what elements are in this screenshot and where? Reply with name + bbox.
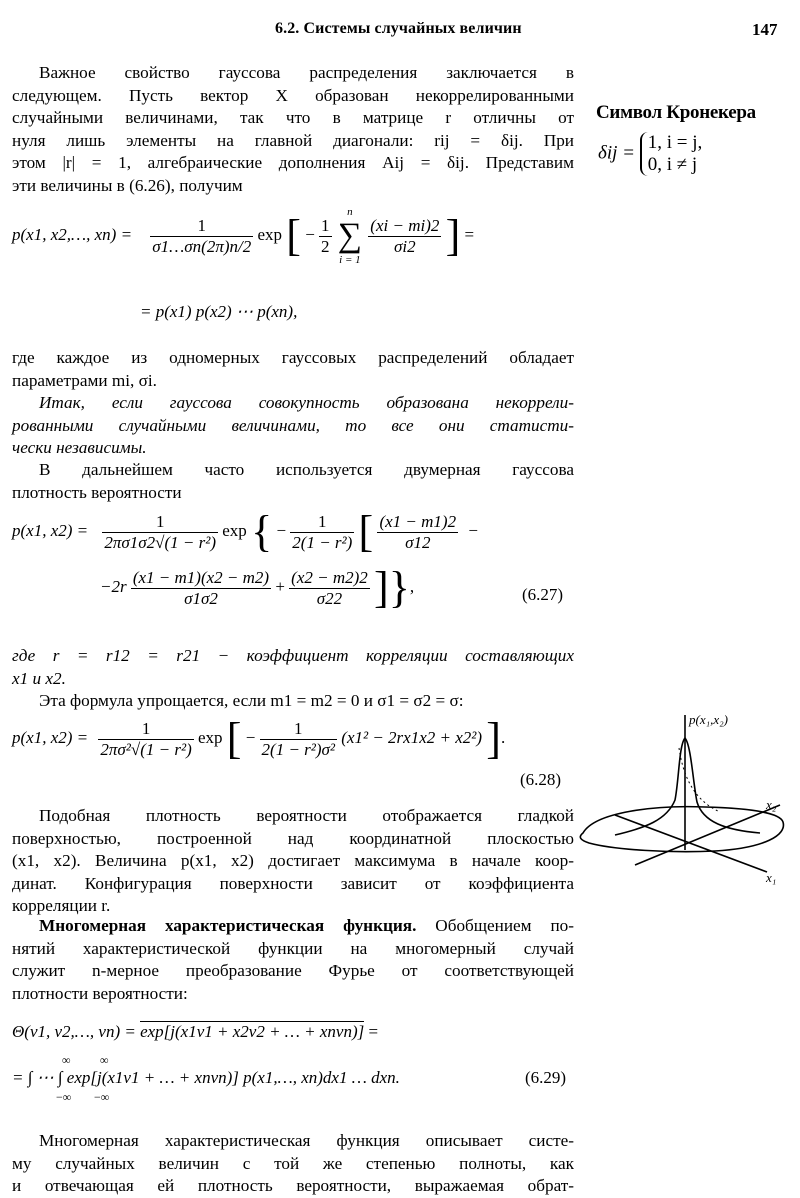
text-line: плотность вероятности bbox=[12, 482, 182, 502]
equation-6-27-line1: p(x1, x2) = $\frac{1}{\text{2πσ1σ2√(1 − r²)}}$ exp { − $\frac{1}{\text{2(1 − r²)}}$ [ $\frac{(x1 - m1)2}{\sigma 12}$ − bbox=[12, 507, 478, 556]
section-run-in-heading: Многомерная характеристическая функция. bbox=[39, 916, 417, 935]
running-header: 6.2. Системы случайных величин bbox=[275, 20, 522, 37]
text-line: x1 и x2. bbox=[12, 668, 66, 688]
text-line: Важное свойство гауссова распределения заключается в bbox=[39, 63, 574, 82]
text-line: (x1, x2). Величина p(x1, x2) достигает максимума в начале коор- bbox=[12, 851, 574, 870]
text-line: Эта формула упрощается, если m1 = m2 = 0 и σ1 = σ2 = σ: bbox=[39, 691, 464, 710]
integral-upper-limit-1: ∞ bbox=[62, 1053, 71, 1067]
text-line: нуля лишь элементы на главной диагонали: rij = δij. При bbox=[12, 130, 574, 150]
eq-coef: $\frac{1}{\text{2(1 − r²)σ²}}$ bbox=[261, 718, 336, 759]
eq-half: $\frac{1}{2}$ bbox=[321, 215, 330, 256]
integral-lower-limit-1: −∞ bbox=[56, 1090, 72, 1104]
eq-term-1: $\frac{(x1 - m1)2}{\sigma 12}$ bbox=[379, 511, 457, 552]
paragraph-7 bbox=[12, 805, 574, 918]
text-line: рованными случайными величинами, то все они статисти- bbox=[12, 415, 574, 435]
eq-fraction: $\frac{1}{\text{2πσ²√(1 − r²)}}$ bbox=[100, 718, 192, 759]
text-line: Многомерная характеристическая функция описывает систе- bbox=[39, 1131, 574, 1150]
text-line: му случайных величин с той же степенью полноты, как bbox=[12, 1153, 574, 1173]
eq-exp: exp bbox=[257, 224, 283, 244]
text-line: Подобная плотность вероятности отображается гладкой bbox=[39, 806, 574, 825]
eq-fraction: $\frac{1}{\sigma 1\dots\sigma n(2\pi)n/2}$ bbox=[152, 215, 252, 256]
kronecker-case-2: 0, i ≠ j bbox=[647, 154, 698, 175]
text-line: плотности вероятности: bbox=[12, 983, 188, 1003]
text-line: случайными величинами, так что в матрице r отличны от bbox=[12, 108, 574, 127]
kronecker-lhs: δij = bbox=[598, 142, 635, 164]
text-line: где r = r12 = r21 − коэффициент корреляции составляющих bbox=[12, 646, 574, 665]
integral-lower-limit-2: −∞ bbox=[94, 1090, 110, 1104]
equation-label-6-28: (6.28) bbox=[520, 770, 562, 789]
text-line: В дальнейшем часто используется двумерная гауссова bbox=[39, 460, 574, 479]
equation-product-line2: = p(x1) p(x2) ⋯ p(xn), bbox=[140, 302, 298, 321]
text-line: нятий характеристической функции на многомерный случай bbox=[12, 938, 574, 958]
kronecker-formula bbox=[598, 132, 702, 176]
text-line: Итак, если гауссова совокупность образована некоррели- bbox=[39, 393, 574, 412]
paragraph-8 bbox=[12, 915, 574, 1005]
paragraph-5 bbox=[12, 645, 574, 690]
paragraph-4 bbox=[12, 459, 574, 504]
paragraph-3 bbox=[12, 392, 574, 460]
gaussian-surface-figure bbox=[575, 700, 790, 890]
equation-product-density: p(x1, x2,…, xn) = $\frac{1}{\sigma 1\dots\sigma n(2\pi)n/2}$ exp [ − $\frac{1}{2}$ n ∑ i = 1 $\frac{(xi - mi)2}{\sigma i2}$ ] = bbox=[12, 206, 475, 266]
text-line: параметрами mi, σi. bbox=[12, 370, 157, 390]
text-line: Многомерная характеристическая функция. Обобщением по- bbox=[39, 916, 574, 935]
page-number: 147 bbox=[752, 20, 778, 39]
equation-6-28: p(x1, x2) = $\frac{1}{\text{2πσ²√(1 − r²)}}$ exp [ − $\frac{1}{\text{2(1 − r²)σ²}}$ (x1² − 2rx1x2 + x2²) ]. bbox=[12, 714, 506, 763]
equation-6-27-line2: −2r $\frac{(x1 - m1)(x2 - m2)}{\sigma 1\sigma 2}$ + $\frac{(x2 - m2)2}{\sigma 22}$ ]}, bbox=[100, 563, 415, 612]
eq-fraction: $\frac{1}{\text{2πσ1σ2√(1 − r²)}}$ bbox=[104, 511, 217, 552]
expectation-overline: exp[j(x1v1 + x2v2 + … + xnvn)] bbox=[140, 1022, 365, 1041]
kronecker-case-1: 1, i = j, bbox=[647, 132, 703, 153]
text-line: следующем. Пусть вектор X образован некоррелированными bbox=[12, 85, 574, 105]
text-line: корреляции r. bbox=[12, 896, 111, 915]
axis-x2 bbox=[635, 805, 780, 865]
text-line: и отвечающая ей плотность вероятности, выражаемая обрат- bbox=[12, 1176, 574, 1195]
axis-x2-label: x₂ bbox=[766, 797, 777, 812]
axis-p-label: p(x₁,x₂) bbox=[689, 712, 728, 727]
paragraph-1 bbox=[12, 62, 574, 197]
text-line: где каждое из одномерных гауссовых распределений обладает bbox=[12, 348, 574, 367]
paragraph-6 bbox=[12, 690, 574, 713]
text-line: чески независимы. bbox=[12, 438, 147, 457]
eq-term-3: $\frac{(x2 - m2)2}{\sigma 22}$ bbox=[291, 567, 368, 608]
eq-term-2: $\frac{(x1 - m1)(x2 - m2)}{\sigma 1\sigma 2}$ bbox=[132, 567, 270, 608]
paragraph-2 bbox=[12, 347, 574, 392]
equation-6-29-line1: Θ(v1, v2,…, vn) = exp[j(x1v1 + x2v2 + … + xnvn)] = bbox=[12, 1022, 379, 1041]
text-line: эти величины в (6.26), получим bbox=[12, 175, 243, 195]
paragraph-9 bbox=[12, 1130, 574, 1198]
sidebar-title: Символ Кронекера bbox=[596, 102, 756, 123]
surface-peak bbox=[615, 738, 760, 835]
text-line: этом |r| = 1, алгебраические дополнения Aij = δij. Представим bbox=[12, 153, 574, 172]
axis-x1-label: x₁ bbox=[766, 870, 777, 885]
equation-6-29-line2: = ∫ ⋯ ∫ exp[j(x1v1 + … + xnvn)] p(x1,…, xn)dx1 … dxn. bbox=[12, 1068, 400, 1087]
integral-upper-limit-2: ∞ bbox=[100, 1053, 109, 1067]
eq-coef: $\frac{1}{\text{2(1 − r²)}}$ bbox=[292, 511, 353, 552]
equation-label-6-27: (6.27) bbox=[522, 585, 564, 604]
sum-operator: n ∑ i = 1 bbox=[337, 206, 363, 266]
text-line: динат. Конфигурация поверхности зависит от коэффициента bbox=[12, 873, 574, 893]
eq-lhs: p(x1, x2,…, xn) = bbox=[12, 224, 133, 244]
text-line: служит n-мерное преобразование Фурье от соответствующей bbox=[12, 961, 574, 980]
eq-term: $\frac{(xi - mi)2}{\sigma i2}$ bbox=[370, 215, 440, 256]
equation-label-6-29: (6.29) bbox=[525, 1068, 567, 1087]
text-line: поверхностью, построенной над координатной плоскостью bbox=[12, 828, 574, 848]
